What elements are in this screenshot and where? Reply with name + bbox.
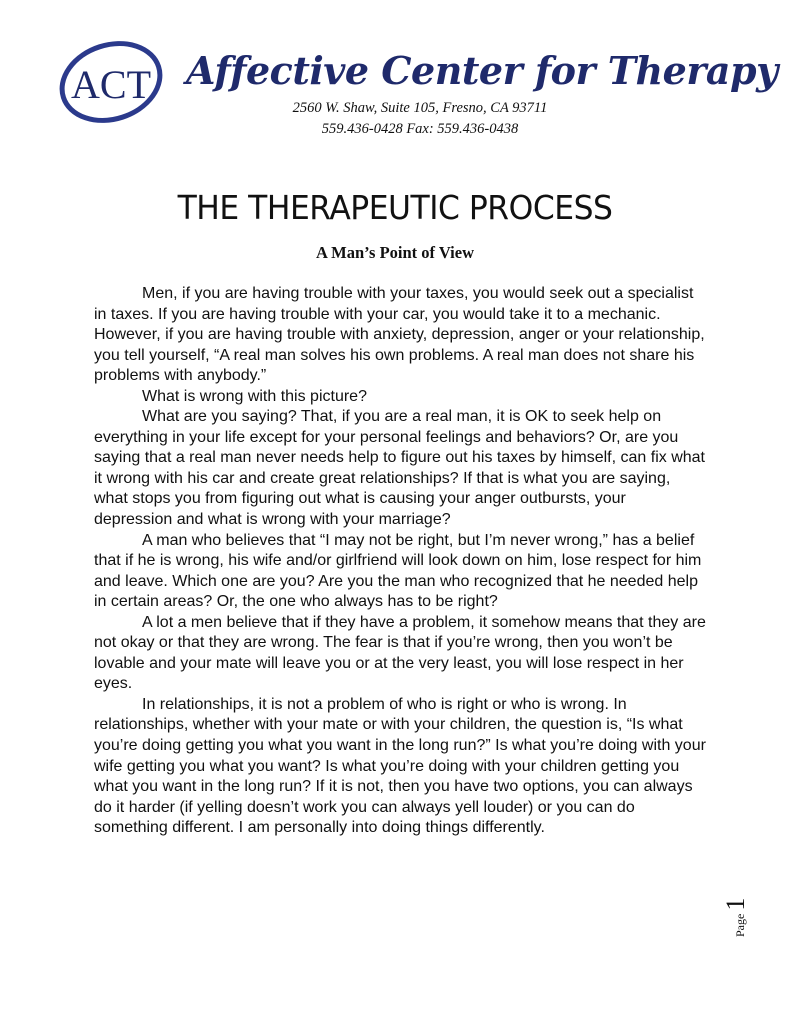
page-number xyxy=(721,873,759,937)
document-body xyxy=(94,284,706,839)
org-name: Affective Center for Therapy xyxy=(186,48,778,93)
document-title: THE THERAPEUTIC PROCESS xyxy=(177,188,613,227)
org-phones: 559.436-0428 Fax: 559.436-0438 xyxy=(321,121,519,137)
org-address: 2560 W. Shaw, Suite 105, Fresno, CA 93711 xyxy=(292,100,548,116)
page-number-value: 1 xyxy=(721,897,750,911)
act-logo-graphic xyxy=(56,38,166,128)
paragraph: A lot a men believe that if they have a problem, it somehow means that they are not okay or that they are wrong. The fear is that if you’re wrong, then you won’t be lovable and your mate will leave you or at the very least, you will lose respect in her eyes. xyxy=(94,613,706,693)
act-logo xyxy=(56,38,166,128)
page-label: Page xyxy=(733,913,747,937)
logo-text: ACT xyxy=(71,62,151,107)
paragraph: A man who believes that “I may not be right, but I’m never wrong,” has a belief that if he is wrong, his wife and/or girlfriend will look down on him, lose respect for him and leave. Which one are you? Are you the man who recognized that he needed help in certain areas? Or, the one who always has to be right? xyxy=(94,531,702,611)
paragraph: What is wrong with this picture? xyxy=(142,387,367,405)
paragraph: In relationships, it is not a problem of who is right or who is wrong. In relationships, whether with your mate or with your children, the question is, “Is what you’re doing getting you what you want in the long run?” Is what you’re doing with your wife getting you what you want? Is what you’re doing with your children getting you what you want in the long run? If it is not, then you have two options, you can always do it harder (if yelling doesn’t work you can always yell louder) or you can do something different. I am personally into doing things differently. xyxy=(94,695,706,837)
paragraph: Men, if you are having trouble with your taxes, you would seek out a specialist in taxes. If you are having trouble with your car, you would take it to a mechanic. However, if you are having trouble with anxiety, depression, anger or your relationship, you tell yourself, “A real man solves his own problems. A real man does not share his problems with anybody.” xyxy=(94,285,705,385)
paragraph: What are you saying? That, if you are a real man, it is OK to seek help on everything in your life except for your personal feelings and behaviors? Or, are you saying that a real man never needs help to figure out his taxes by himself, can fix what it wrong with his car and create great relationships? If that is what you are saying, what stops you from figuring out what is causing your anger outbursts, your depression and what is wrong with your marriage? xyxy=(94,408,705,529)
document-subtitle: A Man’s Point of View xyxy=(316,243,474,262)
